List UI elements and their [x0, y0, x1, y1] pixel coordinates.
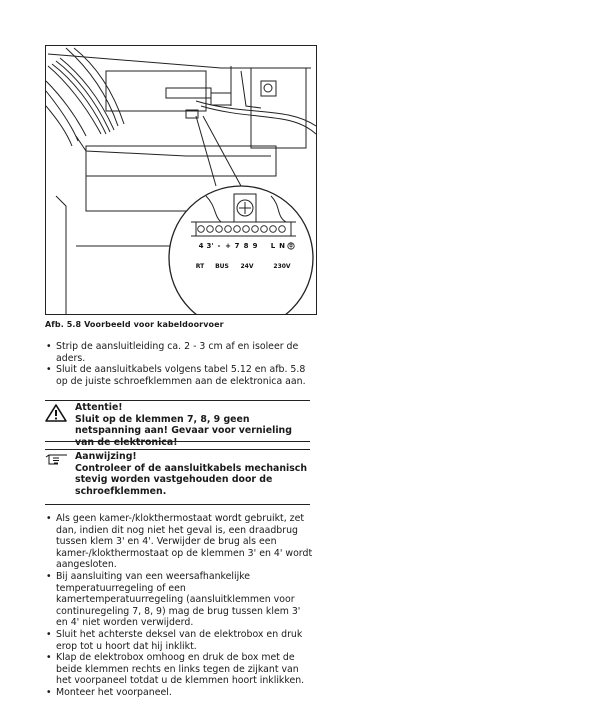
terminal-label: 4 — [198, 242, 204, 250]
figure-cable-feedthrough — [45, 45, 317, 315]
warning-triangle-icon — [45, 404, 67, 422]
attentie-notice — [45, 400, 310, 448]
attentie-title: Attentie! — [75, 402, 123, 413]
list-item: • Sluit het achterste deksel van de elektrobox en druk erop tot u hoort dat hij inklikt. — [46, 628, 303, 652]
list-item: • Bij aansluiting van een weersafhankelijke temperatuurregeling of een kamertemperatuurregeling (aansluitklemmen voor continuregeling 7, 8, 9) mag de brug tussen klem 3' en 4' niet worden verwijderd. — [46, 570, 301, 629]
attentie-body: Sluit op de klemmen 7, 8, 9 geen netspanning aan! Gevaar voor vernieling van de elektronica! — [75, 413, 292, 448]
list-item: • Klap de elektrobox omhoog en druk de box met de beide klemmen rechts en links tegen de zijkant van het voorpaneel totdat u de klemmen hoort inklikken. — [46, 652, 305, 687]
group-label-24v: 24V — [240, 263, 254, 270]
terminal-label: 9 — [252, 242, 258, 250]
terminal-label: - — [217, 242, 221, 250]
aanwijzing-title: Aanwijzing! — [75, 451, 137, 462]
list-item: • Strip de aansluitleiding ca. 2 - 3 cm af en isoleer de aders. — [46, 341, 299, 364]
list-item: • Monteer het voorpaneel. — [46, 686, 172, 698]
terminal-label: 8 — [243, 242, 249, 250]
terminal-label: N — [279, 242, 285, 250]
steps-top-list — [45, 341, 315, 387]
list-item: • Als geen kamer-/klokthermostaat wordt gebruikt, zet dan, indien dit nog niet het geval is, een draadbrug tussen klem 3' en 4'. Verwijder de brug als een kamer-/klokthermostaat op de klemmen 3' en 4' wordt aangesloten. — [46, 513, 313, 571]
pointing-hand-icon — [45, 453, 69, 465]
terminal-label: L — [270, 242, 276, 250]
list-item: • Sluit de aansluitkabels volgens tabel 5.12 en afb. 5.8 op de juiste schroefklemmen aan de elektronica aan. — [46, 364, 306, 387]
terminal-label: + — [225, 242, 231, 250]
aanwijzing-body: Controleer of de aansluitkabels mechanisch stevig worden vastgehouden door de schroefklemmen. — [75, 462, 308, 497]
terminal-label: 7 — [234, 242, 240, 250]
terminal-label: 3' — [206, 242, 214, 250]
group-label-rt: RT — [195, 263, 205, 270]
figure-caption: Afb. 5.8 Voorbeeld voor kabeldoorvoer — [45, 320, 224, 329]
aanwijzing-notice — [45, 449, 310, 505]
group-label-bus: BUS — [215, 263, 229, 270]
group-label-230v: 230V — [273, 263, 291, 270]
wiring-diagram — [46, 46, 316, 314]
steps-bottom-list — [45, 513, 315, 699]
